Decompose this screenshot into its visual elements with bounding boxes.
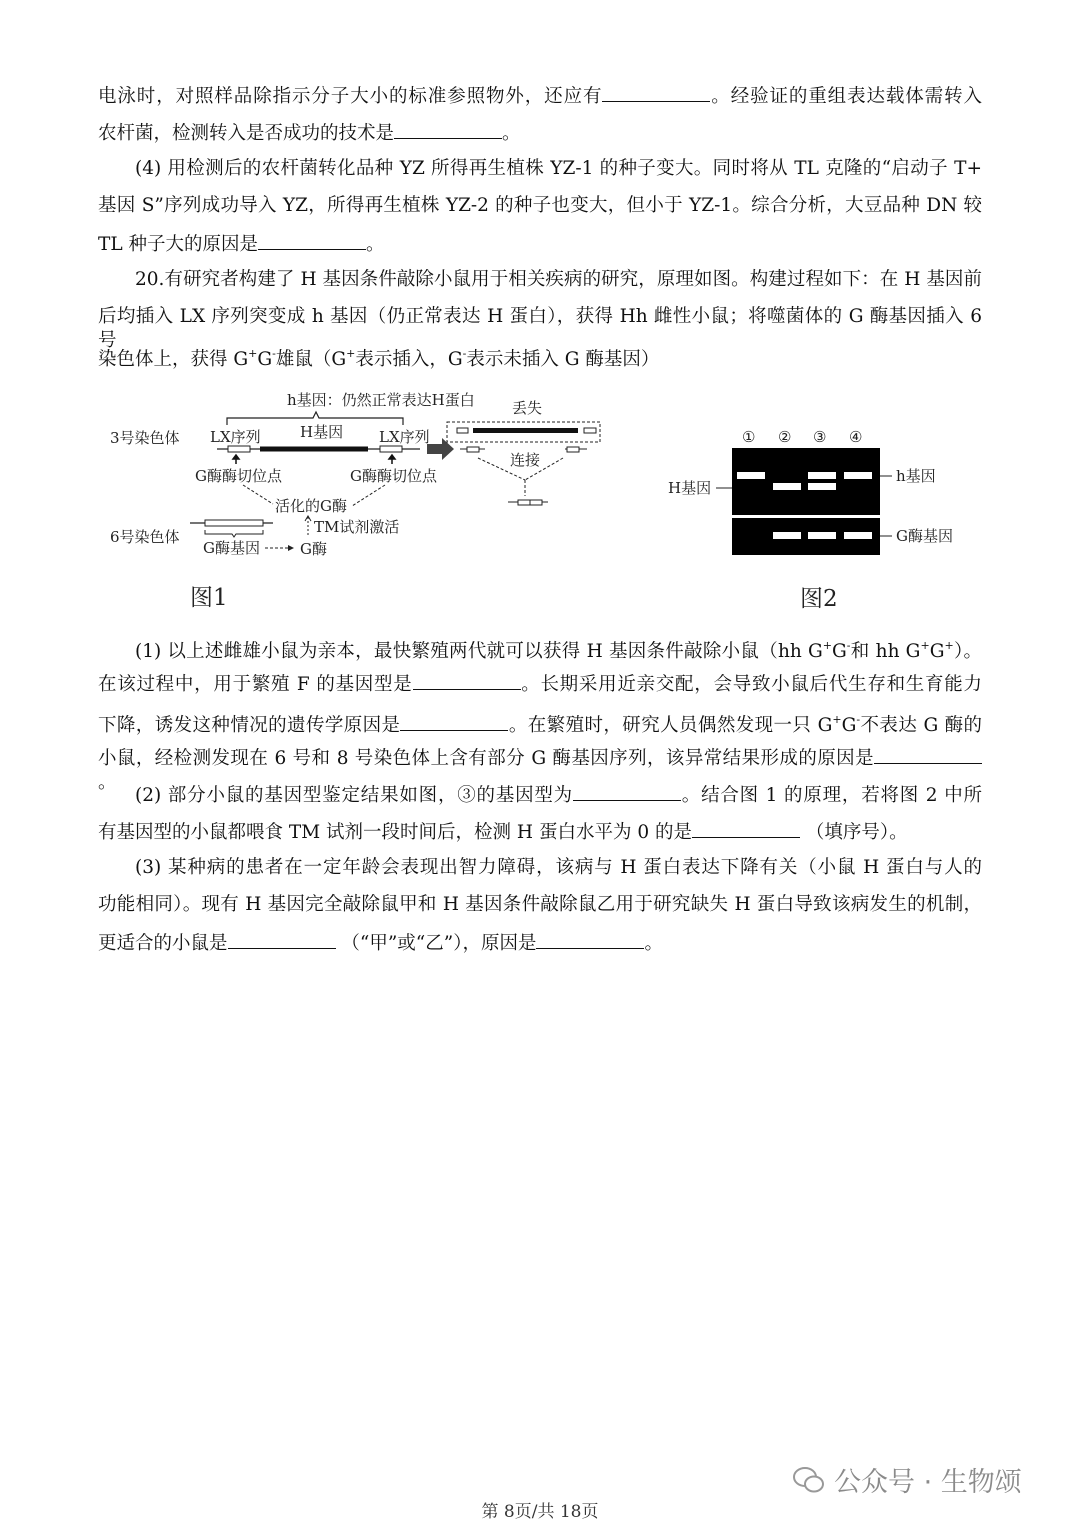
text-segment: 。 bbox=[644, 933, 663, 954]
lx-left-label: LX序列 bbox=[210, 428, 261, 446]
wechat-icon bbox=[792, 1465, 826, 1495]
text-segment: 。结合图 1 的原理，若将图 2 中所 bbox=[680, 785, 982, 806]
text-segment: G bbox=[841, 715, 857, 736]
lost-lx-left bbox=[457, 428, 468, 433]
text-line bbox=[98, 120, 982, 146]
text-segment: 不表达 G 酶的 bbox=[860, 715, 982, 736]
text-segment: 。 bbox=[98, 772, 117, 793]
text-line bbox=[98, 83, 982, 107]
activated-g-enzyme: 活化的G酶 bbox=[275, 497, 347, 515]
text-segment: G bbox=[929, 641, 945, 662]
gel-upper bbox=[732, 448, 880, 515]
text-line bbox=[98, 819, 982, 845]
lane-label: ③ bbox=[813, 428, 827, 446]
lane-label: ① bbox=[742, 428, 756, 446]
chr3-label: 3号染色体 bbox=[110, 429, 180, 447]
answer-blank[interactable] bbox=[573, 782, 681, 801]
figure-1-caption: 图1 bbox=[190, 585, 228, 611]
g-enzyme-label: G酶 bbox=[300, 540, 327, 558]
text-segment: 。在繁殖时，研究人员偶然发现一只 G bbox=[508, 715, 833, 736]
superscript: + bbox=[822, 639, 832, 652]
text-segment: 电泳时，对照样品除指示分子大小的标准参照物外，还应有 bbox=[98, 86, 603, 107]
text-segment: (1) 以上述雌雄小鼠为亲本，最快繁殖两代就可以获得 H 基因条件敲除小鼠（hh G bbox=[135, 641, 823, 662]
text-line bbox=[98, 231, 982, 257]
text-line bbox=[98, 194, 982, 218]
text-line bbox=[135, 782, 982, 806]
join-label: 连接 bbox=[510, 451, 541, 469]
text-segment: 雄鼠（G bbox=[275, 349, 347, 370]
joined-lx-b bbox=[530, 500, 542, 505]
h-gene-label: h基因 bbox=[896, 467, 936, 485]
superscript: - bbox=[462, 347, 467, 360]
lost-h-bar bbox=[473, 428, 578, 433]
band-h-lane-1 bbox=[737, 472, 765, 479]
text-line bbox=[98, 342, 982, 372]
g-gene-box bbox=[205, 520, 263, 526]
answer-blank[interactable] bbox=[602, 83, 710, 102]
watermark-text: 公众号 · 生物颂 bbox=[834, 1467, 1022, 1498]
lane-label: ② bbox=[778, 428, 792, 446]
tm-activation: TM试剂激活 bbox=[314, 518, 400, 536]
text-segment: ）。 bbox=[953, 641, 982, 662]
text-segment: 。 bbox=[502, 123, 521, 144]
text-segment: TL 种子大的原因是 bbox=[98, 234, 259, 255]
text-segment: 更适合的小鼠是 bbox=[98, 933, 228, 954]
cut-site-right: G酶酶切位点 bbox=[350, 467, 437, 485]
g-gene-label: G酶基因 bbox=[203, 539, 260, 557]
text-segment: 。 bbox=[366, 234, 385, 255]
text-segment: G bbox=[831, 641, 847, 662]
superscript: + bbox=[832, 713, 842, 726]
text-segment: 基因 S”序列成功导入 YZ，所得再生植株 YZ-2 的种子也变大，但小于 YZ-1。综合分析，大豆品种 DN 较 bbox=[98, 195, 982, 216]
band-G-lane-4 bbox=[844, 532, 872, 539]
page-footer: 第 8页/共 18页 bbox=[481, 1502, 599, 1522]
superscript: - bbox=[272, 347, 276, 360]
answer-blank[interactable] bbox=[536, 930, 644, 949]
arrowhead-icon bbox=[288, 545, 294, 551]
g-gene-brace bbox=[205, 530, 263, 537]
cut-site-left: G酶酶切位点 bbox=[195, 467, 282, 485]
lx-box-right bbox=[380, 446, 402, 452]
H-gene-label: H基因 bbox=[668, 479, 712, 497]
text-line bbox=[135, 634, 982, 662]
text-line bbox=[135, 268, 982, 292]
band-G-lane-3 bbox=[808, 532, 836, 539]
answer-blank[interactable] bbox=[400, 712, 508, 731]
text-segment: 20.有研究者构建了 H 基因条件敲除小鼠用于相关疾病的研究，原理如图。构建过程如下：在 H 基因前 bbox=[135, 269, 982, 290]
text-segment: G bbox=[257, 349, 273, 370]
chr6-label: 6号染色体 bbox=[110, 528, 180, 546]
h-gene-note: h基因：仍然正常表达H蛋白 bbox=[287, 391, 475, 409]
answer-blank[interactable] bbox=[258, 231, 366, 250]
text-segment: 在该过程中，用于繁殖 F 的基因型是 bbox=[98, 674, 413, 695]
text-segment: 农杆菌，检测转入是否成功的技术是 bbox=[98, 123, 395, 144]
band-h-lane-4 bbox=[844, 472, 872, 479]
text-segment: 功能相同）。现有 H 基因完全敲除鼠甲和 H 基因条件敲除鼠乙用于研究缺失 H 蛋白导致该病发生的机制， bbox=[98, 894, 982, 915]
text-segment: （填序号）。 bbox=[799, 822, 908, 843]
remaining-lx-right bbox=[567, 447, 579, 452]
text-segment: 表示插入，G bbox=[355, 349, 463, 370]
superscript: + bbox=[944, 639, 954, 652]
text-segment: (2) 部分小鼠的基因型鉴定结果如图，③的基因型为 bbox=[135, 785, 573, 806]
answer-blank[interactable] bbox=[874, 745, 982, 764]
superscript: + bbox=[346, 347, 356, 360]
text-segment: 。经验证的重组表达载体需转入 bbox=[710, 86, 982, 107]
lx-right-label: LX序列 bbox=[379, 428, 430, 446]
superscript: - bbox=[856, 713, 861, 726]
cut-arrows bbox=[233, 455, 395, 464]
text-line bbox=[98, 745, 982, 793]
lost-label: 丢失 bbox=[512, 399, 543, 417]
text-segment: 染色体上，获得 G bbox=[98, 349, 249, 370]
text-segment: 下降，诱发这种情况的遗传学原因是 bbox=[98, 715, 401, 736]
g-gene-label: G酶基因 bbox=[896, 527, 953, 545]
text-line bbox=[98, 671, 982, 695]
figure-2-caption: 图2 bbox=[800, 586, 838, 612]
answer-blank[interactable] bbox=[394, 120, 502, 139]
lx-box-left bbox=[228, 446, 250, 452]
text-segment: （“甲”或“乙”），原因是 bbox=[335, 933, 537, 954]
answer-blank[interactable] bbox=[413, 671, 521, 690]
big-arrow-icon bbox=[427, 438, 454, 460]
text-segment: (3) 某种病的患者在一定年龄会表现出智力障碍，该病与 H 蛋白表达下降有关（小鼠 H 蛋白与人的 bbox=[135, 857, 982, 878]
text-segment: 。长期采用近亲交配，会导致小鼠后代生存和生育能力 bbox=[520, 674, 982, 695]
text-segment: 表示未插入 G 酶基因） bbox=[466, 349, 660, 370]
band-G-lane-2 bbox=[773, 532, 801, 539]
band-H-lane-2 bbox=[773, 483, 801, 490]
text-line bbox=[98, 930, 982, 956]
band-H-lane-3 bbox=[808, 483, 836, 490]
text-segment: 有基因型的小鼠都喂食 TM 试剂一段时间后，检测 H 蛋白水平为 0 的是 bbox=[98, 822, 692, 843]
watermark bbox=[792, 1460, 1022, 1499]
joined-lx-a bbox=[518, 500, 530, 505]
h-gene-label: H基因 bbox=[300, 423, 344, 441]
text-segment: 和 hh G bbox=[850, 641, 921, 662]
superscript: + bbox=[920, 639, 930, 652]
text-segment: 小鼠，经检测发现在 6 号和 8 号染色体上含有部分 G 酶基因序列，该异常结果形成的原因是 bbox=[98, 748, 874, 769]
lost-lx-right bbox=[584, 428, 596, 433]
remaining-lx-left bbox=[467, 447, 479, 452]
text-line bbox=[135, 157, 982, 181]
text-segment: (4) 用检测后的农杆菌转化品种 YZ 所得再生植株 YZ-1 的种子变大。同时将从 TL 克隆的“启动子 T+ bbox=[135, 158, 982, 179]
superscript: + bbox=[248, 347, 258, 360]
text-segment: 后均插入 LX 序列突变成 h 基因（仍正常表达 H 蛋白），获得 Hh 雌性小鼠；将噬菌体的 G 酶基因插入 6 号 bbox=[98, 306, 982, 351]
answer-blank[interactable] bbox=[228, 930, 336, 949]
text-line bbox=[98, 305, 982, 351]
text-line bbox=[98, 708, 982, 736]
band-h-lane-3 bbox=[808, 472, 836, 479]
text-line bbox=[135, 856, 982, 880]
figure-1-diagram bbox=[100, 380, 660, 615]
h-gene-bar bbox=[260, 447, 368, 452]
answer-blank[interactable] bbox=[692, 819, 800, 838]
text-line bbox=[98, 893, 982, 917]
superscript: - bbox=[846, 639, 851, 652]
lane-label: ④ bbox=[849, 428, 863, 446]
figure-2-gel bbox=[660, 420, 980, 615]
